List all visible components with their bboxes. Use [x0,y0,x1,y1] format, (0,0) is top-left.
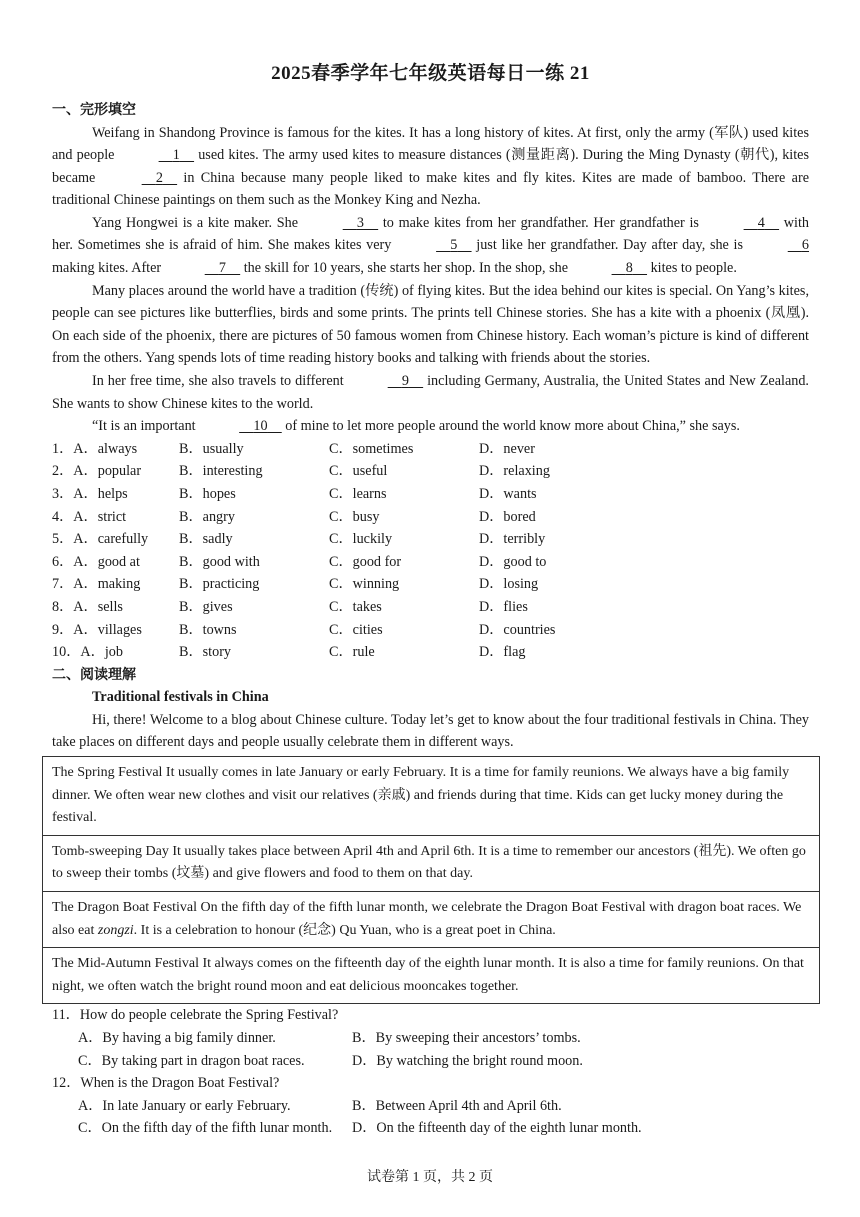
option-a[interactable]: A．always [73,440,138,457]
option-row: 5．A．carefully B．sadly C．luckily D．terribly [52,528,809,551]
festival-row [43,948,820,1004]
option-row: 8．A．sells B．gives C．takes D．flies [52,596,809,619]
option-c[interactable]: C．winning [329,576,400,593]
option-a[interactable]: A．making [73,576,141,593]
option-a[interactable]: A．strict [73,508,127,525]
reading-intro: Hi, there! Welcome to a blog about Chinese culture. Today let’s get to know about the four traditional festivals in China. They take places on different days and people usually celebrate them in different ways. [52,711,809,751]
option-b[interactable]: B．angry [179,508,235,525]
festival-cell-dragon-boat: The Dragon Boat Festival On the fifth day of the fifth lunar month, we celebrate the Dragon Boat Festival with dragon boat races. We also eat zongzi. It is a celebration to honour (纪念) Qu Yuan, who is a great poet in China. [43,892,820,948]
option-b[interactable]: B．sadly [179,531,233,548]
option-c[interactable]: C．sometimes [329,440,414,457]
blank-5: 5 [450,237,458,254]
text-run: kites to people. [647,260,737,277]
option-b[interactable]: B．towns [179,621,237,638]
option-b[interactable]: B．interesting [179,463,263,480]
option-c[interactable]: C．busy [329,508,380,525]
cloze-paragraph-4 [52,370,809,415]
blank-9: 9 [401,373,409,390]
text-run: to make kites from her grandfather. Her grandfather is [378,214,704,231]
blank-4: 4 [757,214,765,231]
option-b[interactable]: B．practicing [179,576,260,593]
option-b[interactable]: B．hopes [179,486,236,502]
option-b[interactable]: B．usually [179,440,244,457]
festival-row [43,835,820,891]
text-run: in China because many people liked to make kites and fly kites. Kites are made of bamboo. There are traditional Chinese paintings on them such as the Monkey King and Nezha. [52,169,809,209]
option-a[interactable]: A．popular [73,463,142,480]
cloze-paragraph-1 [52,122,809,212]
option-c[interactable]: C．rule [329,644,375,661]
option-row: 6．A．good at B．good with C．good for D．good to [52,551,809,574]
option-c[interactable]: C．learns [329,486,387,502]
option-b[interactable]: B．Between April 4th and April 6th. [352,1097,562,1114]
text-run: just like her grandfather. Day after day, she is [471,237,748,254]
blank-2: 2 [155,169,163,186]
option-d[interactable]: D．On the fifteenth day of the eighth lunar month. [352,1120,642,1137]
option-c[interactable]: C．takes [329,598,382,615]
option-row: 2．A．popular B．interesting C．useful D．relaxing [52,460,809,483]
text-run: including Germany, Australia, the United States and New Zealand. She wants to show Chinese kites to the world. [52,373,809,412]
question-12-options-row-1 [52,1095,809,1118]
option-c[interactable]: C．By taking part in dragon boat races. [78,1052,305,1069]
question-11-options-row-2 [52,1050,809,1073]
option-c[interactable]: C．On the fifth day of the fifth lunar month. [78,1120,333,1137]
option-d[interactable]: D．flag [479,644,526,661]
blank-10: 10 [253,418,268,435]
text-run: “It is an important [92,418,200,435]
festival-table [42,756,820,1004]
option-a[interactable]: A．By having a big family dinner. [78,1029,276,1046]
option-b[interactable]: B．good with [179,553,260,570]
blank-6: 6 [801,237,810,254]
text-run: with her. Sometimes she is afraid of him. She makes kites very [52,214,809,254]
option-a[interactable]: A．job [80,644,123,661]
option-a[interactable]: A．helps [73,486,128,502]
option-row: 7．A．making B．practicing C．winning D．losing [52,573,809,596]
option-a[interactable]: A．carefully [73,531,149,548]
text-run: of mine to let more people around the world know more about China,” she says. [281,418,740,435]
option-a[interactable]: A．sells [73,598,123,615]
blank-3: 3 [356,214,364,231]
option-b[interactable]: B．story [179,644,232,661]
option-d[interactable]: D．terribly [479,531,546,548]
blank-8: 8 [625,260,633,277]
text-run: making kites. After [52,260,165,277]
option-d[interactable]: D．countries [479,621,556,638]
question-11-options-row-1 [52,1027,809,1050]
option-c[interactable]: C．good for [329,553,402,570]
option-d[interactable]: D．wants [479,486,537,502]
cloze-paragraph-2 [52,212,809,280]
option-d[interactable]: D．good to [479,553,547,570]
option-c[interactable]: C．cities [329,621,383,638]
blank-7: 7 [218,260,226,277]
cloze-options [52,438,809,664]
option-b[interactable]: B．gives [179,598,233,615]
option-a[interactable]: A．In late January or early February. [78,1097,291,1114]
section-heading-cloze: 一、完形填空 [52,102,136,118]
festival-cell-spring: The Spring Festival It usually comes in late January or early February. It is a time for family reunions. We always have a big family dinner. We often wear new clothes and visit our relatives (亲戚) and friends during that time. Kids can get lucky money during the festival. [43,757,820,836]
blank-1: 1 [172,147,180,164]
option-a[interactable]: A．villages [73,621,142,638]
festival-row [43,892,820,948]
page-footer: 试卷第 1 页，共 2 页 [367,1170,493,1185]
option-row: 10．A．job B．story C．rule D．flag [52,641,809,664]
section-heading-reading: 二、阅读理解 [52,666,136,683]
text-run: Yang Hongwei is a kite maker. She [92,214,303,231]
option-row: 3．A．helps B．hopes C．learns D．wants [52,483,809,506]
text-run: In her free time, she also travels to different [92,373,348,390]
option-d[interactable]: D．relaxing [479,463,550,480]
option-c[interactable]: C．luckily [329,531,393,548]
option-d[interactable]: D．flies [479,598,528,615]
cloze-paragraph-5 [52,415,809,438]
option-row: 1．A．always B．usually C．sometimes D．never [52,438,809,461]
option-row: 4．A．strict B．angry C．busy D．bored [52,506,809,529]
option-b[interactable]: B．By sweeping their ancestors’ tombs. [352,1029,581,1046]
festival-cell-tomb-sweeping: Tomb-sweeping Day It usually takes place between April 4th and April 6th. It is a time to remember our ancestors (祖先). We often go to sweep their tombs (坟墓) and give flowers and food to them on that day. [43,835,820,891]
option-d[interactable]: D．losing [479,576,539,593]
option-row: 9．A．villages B．towns C．cities D．countries [52,619,809,642]
option-d[interactable]: D．bored [479,508,536,525]
question-11: 11．How do people celebrate the Spring Festival? [52,1007,339,1024]
festival-row [43,757,820,836]
option-c[interactable]: C．useful [329,463,388,480]
question-12-options-row-2 [52,1117,809,1140]
text-run: the skill for 10 years, she starts her shop. In the shop, she [240,260,572,277]
reading-title: Traditional festivals in China [92,689,269,706]
page-title: 2025春季学年七年级英语每日一练 21 [271,63,590,84]
text-run: Weifang in Shandong Province is famous for the kites. It has a long history of kites. At first, only the army (军队) used kites and people [52,124,809,164]
festival-cell-mid-autumn: The Mid-Autumn Festival It always comes on the fifteenth day of the eighth lunar month. It is also a time for family reunions. On that night, we often watch the bright round moon and eat delicious mooncakes together. [43,948,820,1004]
option-a[interactable]: A．good at [73,553,140,570]
text-run: used kites. The army used kites to measure distances (测量距离). During the Ming Dynasty (朝代), kites became [52,147,809,186]
option-d[interactable]: D．By watching the bright round moon. [352,1052,583,1069]
worksheet-page [52,58,809,1140]
option-d[interactable]: D．never [479,440,535,457]
cloze-paragraph-3: Many places around the world have a tradition (传统) of flying kites. But the idea behind our kites is special. On Yang’s kites, people can see pictures like butterflies, birds and some prints. The prints tell Chinese stories. She has a kite with a phoenix (凤凰). On each side of the phoenix, there are pictures of 50 famous women from Chinese history. Each woman’s picture is kind of different from the others. Yang spends lots of time reading history books and talking with friends about the stories. [52,282,809,367]
question-12: 12．When is the Dragon Boat Festival? [52,1075,280,1092]
